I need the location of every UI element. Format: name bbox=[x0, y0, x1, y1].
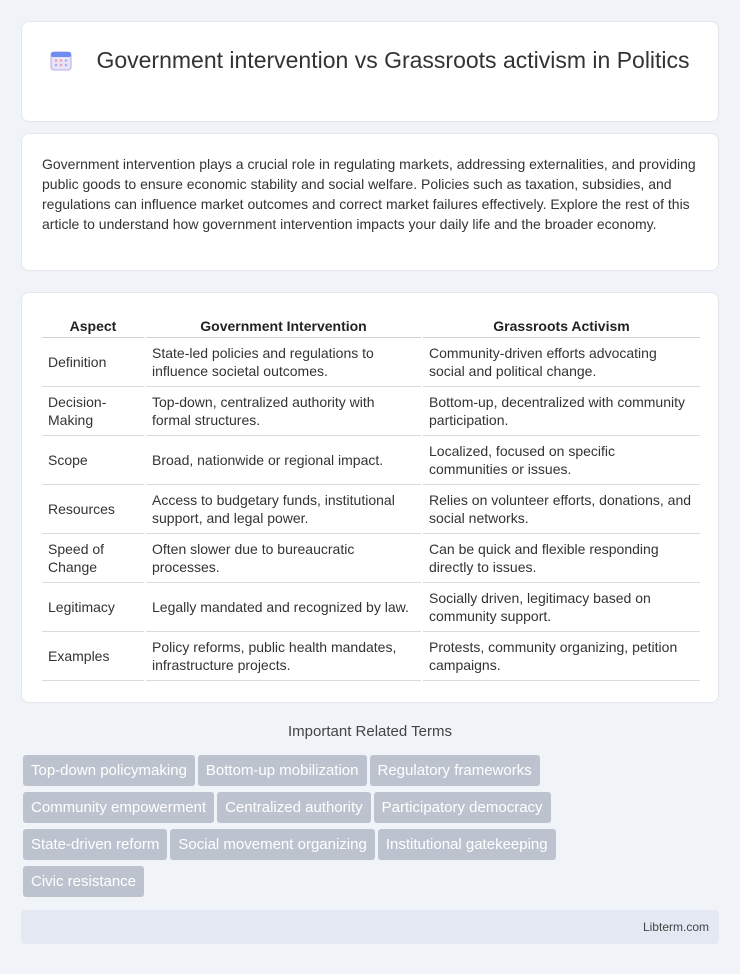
government-cell: State-led policies and regulations to influence societal outcomes. bbox=[145, 338, 422, 387]
aspect-cell: Definition bbox=[42, 338, 145, 387]
table-row bbox=[42, 583, 700, 632]
page-title-block bbox=[22, 46, 718, 75]
tag-bottom-up-mobilization[interactable]: Bottom-up mobilization bbox=[198, 755, 367, 786]
aspect-cell: Scope bbox=[42, 436, 145, 485]
government-cell: Access to budgetary funds, institutional support, and legal power. bbox=[145, 485, 422, 534]
tag-participatory-democracy[interactable]: Participatory democracy bbox=[374, 792, 551, 823]
header-aspect: Aspect bbox=[42, 315, 145, 338]
grassroots-cell: Localized, focused on specific communities or issues. bbox=[422, 436, 700, 485]
intro-paragraph: Government intervention plays a crucial role in regulating markets, addressing externalities, and providing public goods to ensure economic stability and social welfare. Policies such as taxation, subsidies, and regulations can influence market outcomes and correct market failures effectively. Explore the rest of this article to understand how government intervention impacts your daily life and the broader economy. bbox=[42, 156, 696, 232]
aspect-cell: Resources bbox=[42, 485, 145, 534]
comparison-table bbox=[42, 315, 700, 681]
tag-institutional-gatekeeping[interactable]: Institutional gatekeeping bbox=[378, 829, 556, 860]
tag-state-driven-reform[interactable]: State-driven reform bbox=[23, 829, 167, 860]
table-row bbox=[42, 387, 700, 436]
aspect-cell: Speed of Change bbox=[42, 534, 145, 583]
grassroots-cell: Can be quick and flexible responding directly to issues. bbox=[422, 534, 700, 583]
related-terms-list bbox=[23, 755, 723, 903]
government-cell: Policy reforms, public health mandates, infrastructure projects. bbox=[145, 632, 422, 681]
government-cell: Broad, nationwide or regional impact. bbox=[145, 436, 422, 485]
header-government-intervention: Government Intervention bbox=[145, 315, 422, 338]
government-cell: Legally mandated and recognized by law. bbox=[145, 583, 422, 632]
tag-top-down-policymaking[interactable]: Top-down policymaking bbox=[23, 755, 195, 786]
footer-bar bbox=[21, 910, 719, 944]
grassroots-cell: Community-driven efforts advocating social and political change. bbox=[422, 338, 700, 387]
page-title: Government intervention vs Grassroots activism in Politics bbox=[96, 47, 690, 73]
related-terms-heading: Important Related Terms bbox=[288, 723, 452, 740]
table-row bbox=[42, 338, 700, 387]
table-row bbox=[42, 436, 700, 485]
comparison-table-card bbox=[21, 292, 719, 703]
intro-card bbox=[21, 133, 719, 271]
aspect-cell: Decision-Making bbox=[42, 387, 145, 436]
header-grassroots-activism: Grassroots Activism bbox=[422, 315, 700, 338]
grassroots-cell: Bottom-up, decentralized with community participation. bbox=[422, 387, 700, 436]
tag-social-movement-organizing[interactable]: Social movement organizing bbox=[170, 829, 374, 860]
grassroots-cell: Socially driven, legitimacy based on community support. bbox=[422, 583, 700, 632]
aspect-cell: Legitimacy bbox=[42, 583, 145, 632]
table-row bbox=[42, 632, 700, 681]
calendar-icon bbox=[50, 49, 72, 71]
table-header-row bbox=[42, 315, 700, 338]
tag-civic-resistance[interactable]: Civic resistance bbox=[23, 866, 144, 897]
tag-community-empowerment[interactable]: Community empowerment bbox=[23, 792, 214, 823]
site-link[interactable]: Libterm.com bbox=[642, 920, 709, 934]
government-cell: Often slower due to bureaucratic processes. bbox=[145, 534, 422, 583]
table-row bbox=[42, 534, 700, 583]
aspect-cell: Examples bbox=[42, 632, 145, 681]
table-row bbox=[42, 485, 700, 534]
grassroots-cell: Protests, community organizing, petition campaigns. bbox=[422, 632, 700, 681]
government-cell: Top-down, centralized authority with formal structures. bbox=[145, 387, 422, 436]
tag-centralized-authority[interactable]: Centralized authority bbox=[217, 792, 371, 823]
grassroots-cell: Relies on volunteer efforts, donations, and social networks. bbox=[422, 485, 700, 534]
header-card bbox=[21, 21, 719, 122]
tag-regulatory-frameworks[interactable]: Regulatory frameworks bbox=[370, 755, 540, 786]
